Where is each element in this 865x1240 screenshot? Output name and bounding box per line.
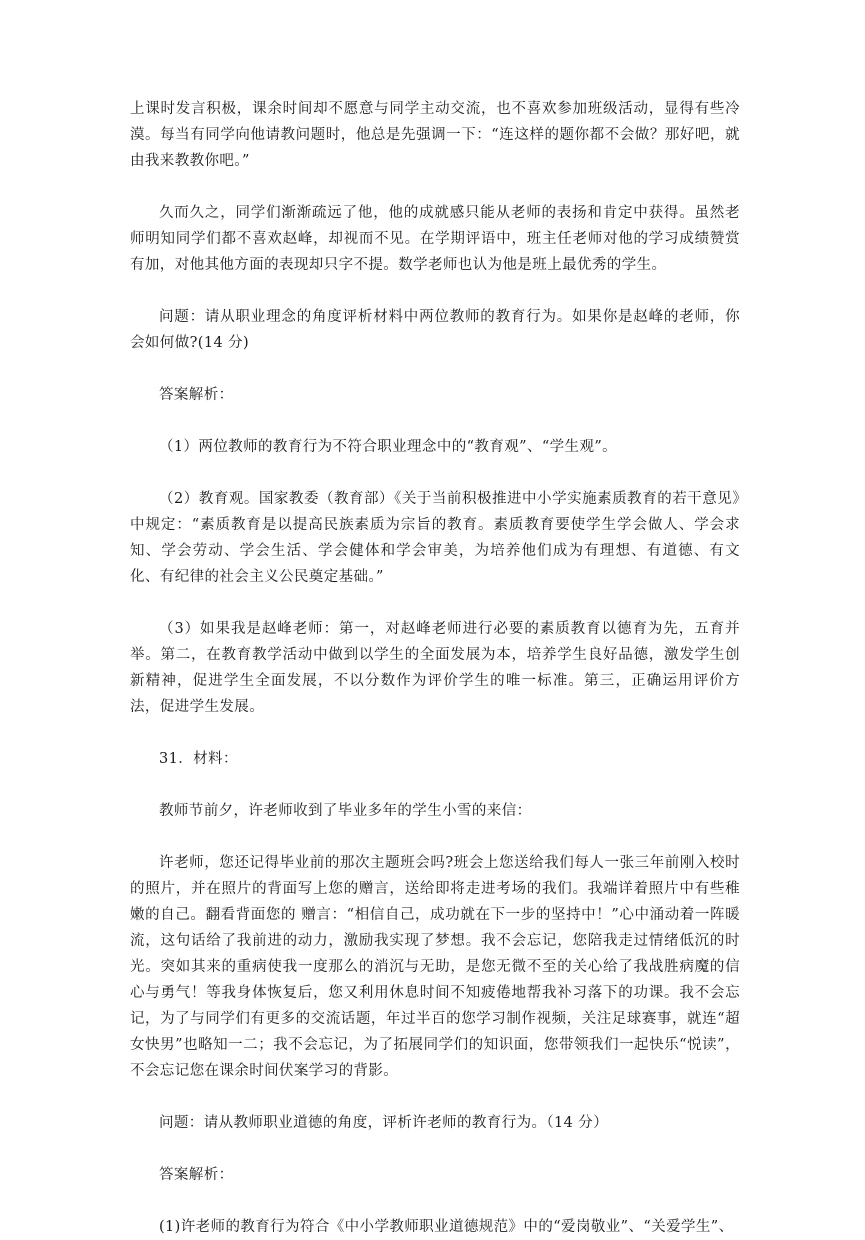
- document-page: [130, 96, 740, 1240]
- letter-body: 许老师，您还记得毕业前的那次主题班会吗?班会上您送给我们每人一张三年前刚入校时的照片，并在照片的背面写上您的赠言，送给即将走进考场的我们。我端详着照片中有些稚嫩的自己。翻看背面您的 赠言：“相信自己，成功就在下一步的坚持中！”心中涌动着一阵暖流，这句话给了我前进的动力，激励我实现了梦想。我不会忘记，您陪我走过情绪低沉的时光。突如其来的重病使我一度那么的消沉与无助，是您无微不至的关心给了我战胜病魔的信心与勇气！等我身体恢复后，您又利用休息时间不知疲倦地帮我补习落下的功课。我不会忘记，为了与同学们有更多的交流话题，年过半百的您学习制作视频，关注足球赛事，就连“超女快男”也略知一二；我不会忘记，为了拓展同学们的知识面，您带领我们一起快乐“悦读”，不会忘记您在课余时间伏案学习的背影。: [130, 855, 740, 1079]
- answer-heading-2: 答案解析：: [159, 1167, 234, 1183]
- answer-point-3: （3）如果我是赵峰老师：第一，对赵峰老师进行必要的素质教育以德育为先，五育并举。第二，在教育教学活动中做到以学生的全面发展为本，培养学生良好品德，激发学生创新精神，促进学生全面发展，不以分数作为评价学生的唯一标准。第三，正确运用评价方法，促进学生发展。: [130, 621, 740, 715]
- answer-point-1b: (1)许老师的教育行为符合《中小学教师职业道德规范》中的“爱岗敬业”、“关爱学生”、: [159, 1219, 734, 1235]
- answer-point-2: （2）教育观。国家教委（教育部）《关于当前积极推进中小学实施素质教育的若干意见》中规定：“素质教育是以提高民族素质为宗旨的教育。素质教育要使学生学会做人、学会求知、学会劳动、学会生活、学会健体和学会审美，为培养他们成为有理想、有道德、有文化、有纪律的社会主义公民奠定基础。”: [130, 491, 740, 585]
- material-intro: 教师节前夕，许老师收到了毕业多年的学生小雪的来信：: [159, 803, 532, 819]
- answer-heading: 答案解析：: [159, 387, 234, 403]
- question-text: 问题：请从职业理念的角度评析材料中两位教师的教育行为。如果你是赵峰的老师，你会如何做?(14 分): [130, 309, 740, 351]
- answer-point-1: （1）两位教师的教育行为不符合职业理念中的“教育观”、“学生观”。: [159, 439, 618, 455]
- paragraph-1: 上课时发言积极，课余时间却不愿意与同学主动交流，也不喜欢参加班级活动，显得有些冷漠。每当有同学向他请教问题时，他总是先强调一下：“连这样的题你都不会做？那好吧，就由我来教教你吧。”: [130, 101, 740, 169]
- paragraph-2: 久而久之，同学们渐渐疏远了他，他的成就感只能从老师的表扬和肯定中获得。虽然老师明知同学们都不喜欢赵峰，却视而不见。在学期评语中，班主任老师对他的学习成绩赞赏有加，对他其他方面的表现却只字不提。数学老师也认为他是班上最优秀的学生。: [130, 205, 740, 273]
- question-text-2: 问题：请从教师职业道德的角度，评析许老师的教育行为。（14 分）: [159, 1115, 609, 1131]
- question-number: 31．材料：: [159, 751, 238, 767]
